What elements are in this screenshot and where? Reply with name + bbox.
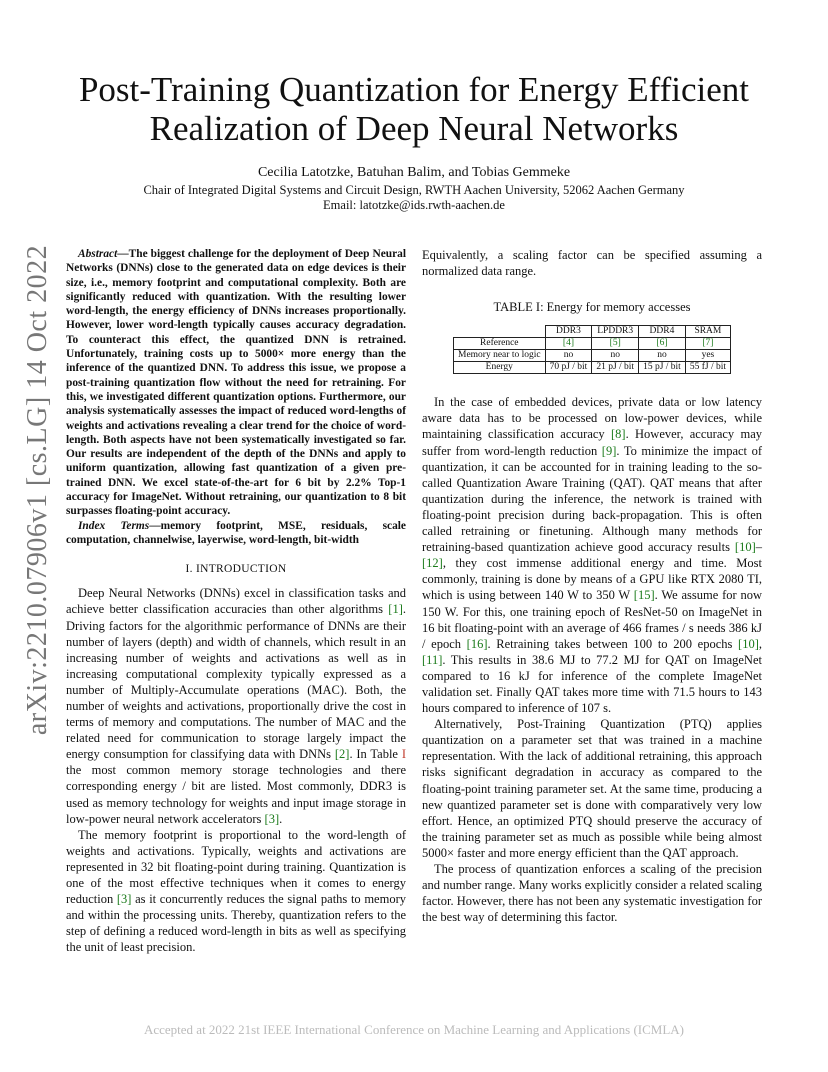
title-line-2: Realization of Deep Neural Networks — [149, 109, 679, 148]
left-column — [66, 247, 406, 955]
abstract-text: —The biggest challenge for the deployment of Deep Neural Networks (DNNs) close to the generated data on edge devices is their size, i.e., memory footprint and computational complexity. Both are significantly reduced with quantization. With the resulting lower word-length, the energy efficiency of DNNs increases proportionally. However, lower word-length typically causes accuracy degradation. To counteract this effect, the quantized DNN is retrained. Unfortunately, training costs up to 5000× more energy than the inference of the quantized DNN. To address this issue, we propose a post-training quantization flow without the need for retraining. For this, we investigated different quantization options. Furthermore, our analysis systematically assesses the impact of reduced word-lengths of weights and activations revealing a clear trend for the choice of word-length. Both aspects have not been systematically investigated so far. Our results are independent of the depth of the DNNs and apply to uniform quantization, allowing fast quantization of a given pre-trained DNN. We excel state-of-the-art for 6 bit by 2.2% Top-1 accuracy for ImageNet. Without retraining, our quantization to 8 bit surpasses floating-point accuracy. — [66, 248, 406, 518]
abstract-label: Abstract — [78, 248, 118, 260]
table-cell: 15 pJ / bit — [639, 362, 686, 374]
email: Email: latotzke@ids.rwth-aachen.de — [323, 198, 505, 212]
table-cell: 55 fJ / bit — [685, 362, 730, 374]
right-paragraph-3: The process of quantization enforces a scaling of the precision and number range. Many works explicitly consider a related scaling factor. However, there has not been any systematic investigation for the best way of determining this factor. — [422, 862, 762, 925]
table-corner-cell — [454, 326, 546, 338]
table-row-label: Reference — [454, 338, 546, 350]
table-row — [454, 338, 731, 350]
citation-link[interactable]: [10] — [734, 540, 756, 555]
paper-title — [60, 70, 768, 148]
table-cell-citation[interactable]: [6] — [639, 338, 686, 350]
index-terms-text: —memory footprint, MSE, residuals, scale computation, channelwise, layerwise, word-length, bit-width — [66, 519, 406, 546]
citation-link[interactable]: [11] — [422, 652, 443, 667]
table-row — [454, 362, 731, 374]
right-paragraph-1: In the case of embedded devices, private data or low latency aware data has to be processed on low-power devices, while maintaining classification accuracy [8]. However, accuracy may suffer from word-length reduction [9]. To minimize the impact of quantization, it can be accounted for in training leading to the so-called Quantization Aware Training (QAT). QAT means that after quantization during the inference, the network is trained with floating-point precision during back-propagation. This is often called retraining or finetuning. Although many methods for retraining-based quantization achieve good accuracy results [10]–[12], they cost immense additional energy and time. Most commonly, training is done by means of a GPU like RTX 2080 TI, which is using between 140 W to 350 W [15]. We assume for now 150 W. For this, one training epoch of ResNet-50 on ImageNet in 16 bit floating-point with an average of 466 frames / s needs 386 kJ / epoch [16]. Retraining takes between 100 to 200 epochs [10], [11]. This results in 38.6 MJ to 77.2 MJ for QAT on ImageNet compared to 16 kJ for inference of the complete ImageNet validation set. Finally QAT takes more time with 71.5 hours to 143 hours compared to inference of 107 s. — [422, 395, 762, 716]
arxiv-id-text: arXiv:2210.07906v1 [cs.LG] 14 Oct 2022 — [22, 244, 53, 736]
table-cell-citation[interactable]: [4] — [545, 338, 592, 350]
table-row-label: Energy — [454, 362, 546, 374]
table-cell: yes — [685, 350, 730, 362]
table-cell-citation[interactable]: [5] — [592, 338, 639, 350]
table-cell: 70 pJ / bit — [545, 362, 592, 374]
table-cell: no — [545, 350, 592, 362]
section-heading-introduction: I. INTRODUCTION — [185, 563, 287, 576]
energy-table — [453, 325, 731, 374]
citation-link[interactable]: [3] — [264, 811, 280, 826]
table-row — [454, 350, 731, 362]
arxiv-identifier — [8, 244, 68, 736]
citation-link[interactable]: [1] — [388, 602, 403, 617]
citation-link[interactable]: [2] — [334, 747, 350, 762]
intro-paragraph-2: The memory footprint is proportional to the word-length of weights and activations. Typically, weights and activations are represented in 32 bit floating-point during training. Quantization is one of the most effective techniques when it comes to energy reduction [3] as it concurrently reduces the signal paths to memory and within the processing units. Thereby, quantization refers to the step of defining a reduced word-length in bits as well as specifying the unit of least precision. — [66, 827, 406, 955]
affiliation: Chair of Integrated Digital Systems and Circuit Design, RWTH Aachen University, 52062 Aachen Germany — [143, 183, 685, 197]
table-header-cell: DDR4 — [639, 326, 686, 338]
conference-footer: Accepted at 2022 21st IEEE International Conference on Machine Learning and Applications (ICMLA) — [143, 1022, 685, 1037]
citation-link[interactable]: [12] — [422, 556, 443, 571]
table-caption: TABLE I: Energy for memory accesses — [493, 300, 691, 315]
table-header-row — [454, 326, 731, 338]
table-header-cell: DDR3 — [545, 326, 592, 338]
citation-link[interactable]: [8] — [611, 427, 626, 442]
title-line-1: Post-Training Quantization for Energy Efficient — [78, 70, 750, 109]
table-reference-link[interactable]: I — [401, 747, 406, 762]
table-cell-citation[interactable]: [7] — [685, 338, 730, 350]
table-header-cell: SRAM — [685, 326, 730, 338]
table-cell: no — [592, 350, 639, 362]
table-cell: 21 pJ / bit — [592, 362, 639, 374]
index-terms — [66, 519, 406, 548]
citation-link[interactable]: [15] — [633, 588, 655, 603]
citation-link[interactable]: [3] — [116, 892, 132, 907]
citation-link[interactable]: [10] — [738, 636, 759, 651]
index-terms-label: Index Terms — [78, 519, 150, 532]
table-header-cell: LPDDR3 — [592, 326, 639, 338]
citation-link[interactable]: [16] — [466, 636, 488, 651]
right-column — [422, 247, 762, 925]
table-cell: no — [639, 350, 686, 362]
intro-paragraph-1: Deep Neural Networks (DNNs) excel in classification tasks and achieve better classification accuracies than other algorithms [1]. Driving factors for the algorithmic performance of DNNs are their number of layers (depth) and width of channels, which result in an increasing number of weights and activations as well as in increasing computational complexity typically expressed as a number of Multiply-Accumulate operations (MAC). Both, the number of weights and activations, proportionally drive the cost in terms of memory and computations. The number of MAC and the related need for communication to storage largely impact the energy consumption for classifying data with DNNs [2]. In Table I the most common memory storage technologies and there corresponding energy / bit are listed. Most commonly, DDR3 is used as memory technology for weights and input image storage in low-power neural network accelerators [3]. — [66, 586, 406, 826]
abstract — [66, 247, 406, 519]
right-paragraph-2: Alternatively, Post-Training Quantization (PTQ) applies quantization on a parameter set that was trained in a machine representation. With the lack of additional retraining, this approach risks significant degradation in accuracy as compared to the floating-point training parameter set. At the same time, producing a new quantized parameter set is done with comparatively very low effort. Hence, an optimized PTQ should preserve the accuracy of the training parameter set as much as possible while being almost 5000× faster and more energy efficient than the QAT approach. — [422, 717, 762, 860]
table-row-label: Memory near to logic — [454, 350, 546, 362]
citation-link[interactable]: [9] — [601, 443, 617, 458]
right-paragraph-0: Equivalently, a scaling factor can be specified assuming a normalized data range. — [422, 248, 762, 279]
authors: Cecilia Latotzke, Batuhan Balim, and Tobias Gemmeke — [257, 165, 571, 180]
